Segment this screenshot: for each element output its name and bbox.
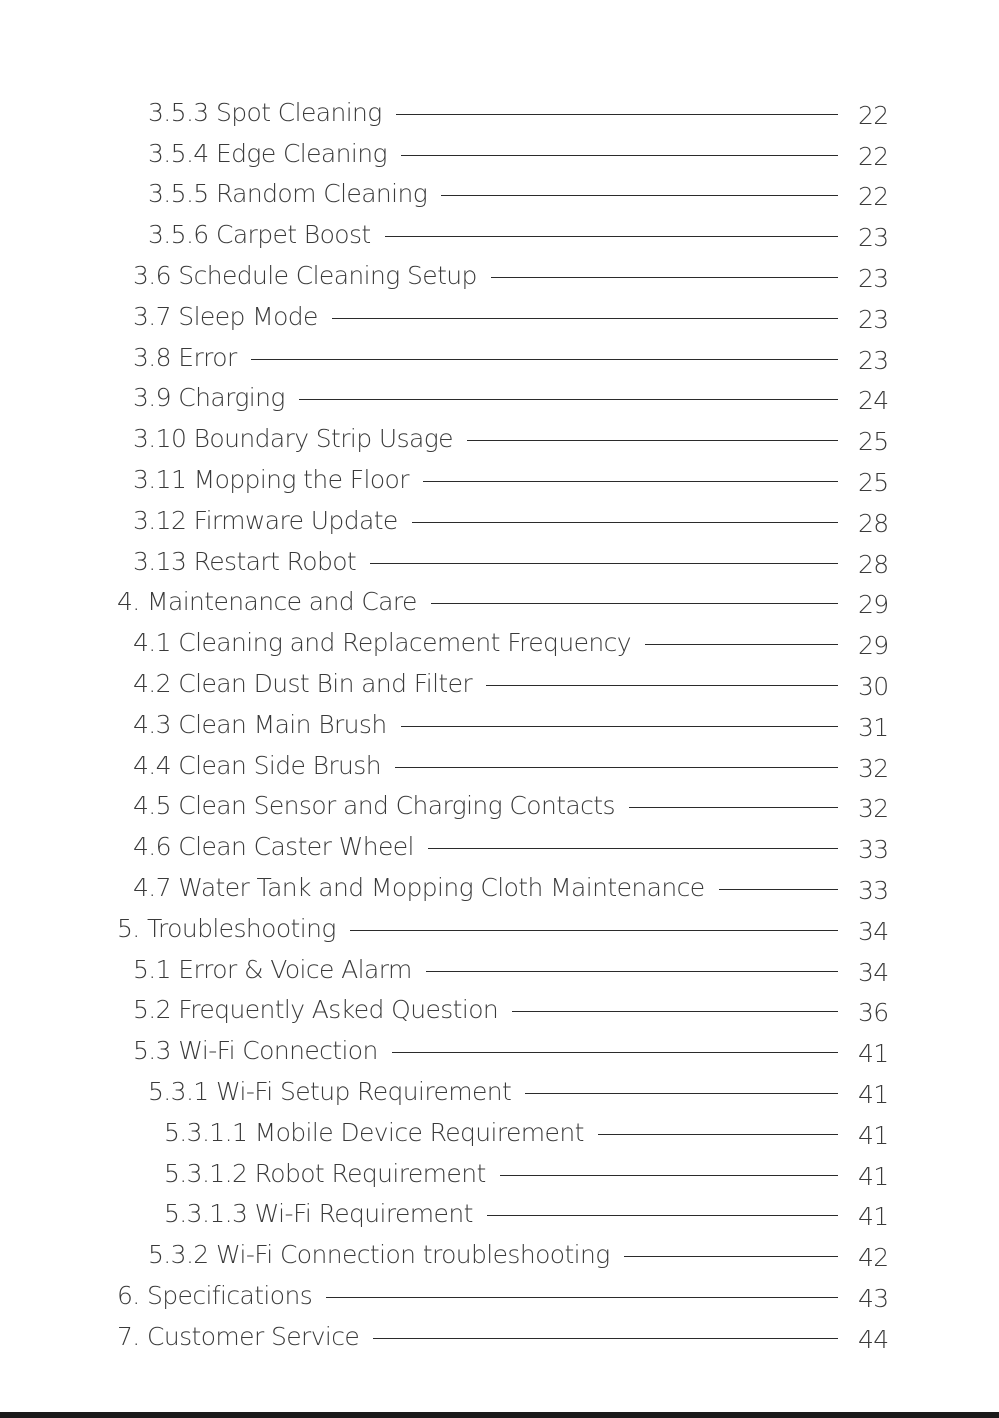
toc-entry-title: 5.2 Frequently Asked Question xyxy=(133,995,499,1025)
toc-entry-title: 3.11 Mopping the Floor xyxy=(133,465,409,495)
toc-leader-line xyxy=(624,1256,838,1257)
toc-entry-page-number: 41 xyxy=(858,1161,889,1191)
toc-entry[interactable] xyxy=(0,541,888,582)
toc-leader-line xyxy=(326,1297,838,1298)
toc-entry-page-number: 22 xyxy=(858,182,889,212)
toc-entry-title: 5.1 Error & Voice Alarm xyxy=(133,954,412,984)
toc-entry-page-number: 41 xyxy=(858,1120,889,1150)
toc-entry-page-number: 32 xyxy=(858,794,889,824)
toc-leader-line xyxy=(500,1175,838,1176)
toc-entry[interactable] xyxy=(0,1112,888,1153)
toc-leader-line xyxy=(491,277,838,278)
toc-leader-line xyxy=(373,1338,838,1339)
toc-entry[interactable] xyxy=(0,826,888,867)
toc-entry-title: 3.5.3 Spot Cleaning xyxy=(148,97,382,127)
toc-entry-page-number: 23 xyxy=(858,345,889,375)
toc-entry-title: 5.3.1 Wi-Fi Setup Requirement xyxy=(148,1077,512,1107)
toc-entry[interactable] xyxy=(0,1316,888,1357)
toc-entry-page-number: 30 xyxy=(858,672,889,702)
toc-entry[interactable] xyxy=(0,1071,888,1112)
toc-entry[interactable] xyxy=(0,378,888,419)
toc-leader-line xyxy=(412,522,838,523)
toc-entry-page-number: 28 xyxy=(858,549,889,579)
toc-entry-page-number: 28 xyxy=(858,508,889,538)
toc-leader-line xyxy=(423,481,838,482)
toc-entry[interactable] xyxy=(0,418,888,459)
toc-entry[interactable] xyxy=(0,1275,888,1316)
toc-entry[interactable] xyxy=(0,663,888,704)
toc-entry-page-number: 41 xyxy=(858,1202,889,1232)
toc-entry[interactable] xyxy=(0,582,888,623)
toc-leader-line xyxy=(441,195,838,196)
toc-entry-title: 4.3 Clean Main Brush xyxy=(133,709,387,739)
toc-entry-page-number: 32 xyxy=(858,753,889,783)
toc-entry[interactable] xyxy=(0,908,888,949)
toc-leader-line xyxy=(431,603,838,604)
toc-entry[interactable] xyxy=(0,459,888,500)
toc-leader-line xyxy=(332,318,838,319)
toc-entry-title: 5.3.1.3 Wi-Fi Requirement xyxy=(164,1199,473,1229)
toc-entry[interactable] xyxy=(0,1194,888,1235)
toc-leader-line xyxy=(401,726,838,727)
toc-entry-page-number: 34 xyxy=(858,957,889,987)
toc-entry[interactable] xyxy=(0,786,888,827)
toc-entry-title: 4. Maintenance and Care xyxy=(117,587,417,617)
toc-entry-title: 5. Troubleshooting xyxy=(117,913,336,943)
toc-entry-title: 4.2 Clean Dust Bin and Filter xyxy=(133,669,473,699)
toc-entry-title: 3.6 Schedule Cleaning Setup xyxy=(133,261,477,291)
toc-entry[interactable] xyxy=(0,337,888,378)
toc-entry-page-number: 33 xyxy=(858,876,889,906)
toc-entry[interactable] xyxy=(0,990,888,1031)
toc-entry-title: 4.5 Clean Sensor and Charging Contacts xyxy=(133,791,615,821)
toc-entry-title: 5.3 Wi-Fi Connection xyxy=(133,1036,378,1066)
toc-entry-page-number: 36 xyxy=(858,998,889,1028)
toc-entry-title: 5.3.2 Wi-Fi Connection troubleshooting xyxy=(148,1240,610,1270)
toc-entry[interactable] xyxy=(0,1234,888,1275)
toc-entry-title: 3.13 Restart Robot xyxy=(133,546,357,576)
toc-entry-page-number: 23 xyxy=(858,264,889,294)
toc-leader-line xyxy=(401,155,838,156)
toc-entry-title: 4.7 Water Tank and Mopping Cloth Maintenance xyxy=(133,873,705,903)
toc-entry[interactable] xyxy=(0,92,888,133)
toc-entry-title: 4.1 Cleaning and Replacement Frequency xyxy=(133,628,631,658)
toc-entry-title: 6. Specifications xyxy=(117,1281,313,1310)
toc-entry-title: 4.6 Clean Caster Wheel xyxy=(133,832,414,862)
toc-entry-page-number: 22 xyxy=(858,100,889,130)
toc-entry-title: 3.5.5 Random Cleaning xyxy=(148,179,428,209)
toc-entry[interactable] xyxy=(0,745,888,786)
toc-entry-title: 5.3.1.2 Robot Requirement xyxy=(164,1158,486,1188)
toc-entry-page-number: 22 xyxy=(858,141,889,171)
toc-leader-line xyxy=(487,1215,838,1216)
toc-entry-page-number: 41 xyxy=(858,1039,889,1069)
toc-entry-title: 3.10 Boundary Strip Usage xyxy=(133,424,453,454)
toc-entry[interactable] xyxy=(0,622,888,663)
toc-entry[interactable] xyxy=(0,174,888,215)
toc-entry[interactable] xyxy=(0,214,888,255)
toc-entry[interactable] xyxy=(0,500,888,541)
toc-entry-title: 3.8 Error xyxy=(133,342,237,372)
toc-entry-page-number: 25 xyxy=(858,427,889,457)
toc-entry-page-number: 31 xyxy=(858,712,889,742)
toc-leader-line xyxy=(396,114,838,115)
toc-entry-page-number: 42 xyxy=(858,1243,889,1273)
toc-leader-line xyxy=(467,440,838,441)
page-bottom-rule xyxy=(0,1412,999,1418)
toc-entry-title: 4.4 Clean Side Brush xyxy=(133,750,381,780)
toc-entry[interactable] xyxy=(0,296,888,337)
toc-entry-title: 5.3.1.1 Mobile Device Requirement xyxy=(164,1117,584,1147)
toc-entry-title: 3.5.6 Carpet Boost xyxy=(148,220,371,250)
toc-entry-title: 3.12 Firmware Update xyxy=(133,505,398,535)
toc-leader-line xyxy=(370,563,838,564)
toc-leader-line xyxy=(629,807,838,808)
toc-entry-page-number: 23 xyxy=(858,304,889,334)
toc-leader-line xyxy=(598,1134,838,1135)
toc-entry-page-number: 43 xyxy=(858,1284,889,1313)
toc-leader-line xyxy=(428,848,838,849)
toc-entry[interactable] xyxy=(0,1030,888,1071)
toc-leader-line xyxy=(251,359,838,360)
toc-entry-title: 3.5.4 Edge Cleaning xyxy=(148,138,387,168)
toc-leader-line xyxy=(525,1093,838,1094)
toc-leader-line xyxy=(719,889,839,890)
toc-entry-page-number: 24 xyxy=(858,386,889,416)
toc-entry[interactable] xyxy=(0,867,888,908)
toc-entry-page-number: 25 xyxy=(858,468,889,498)
toc-leader-line xyxy=(426,971,838,972)
toc-entry-title: 3.9 Charging xyxy=(133,383,285,413)
toc-leader-line xyxy=(512,1011,838,1012)
toc-entry-page-number: 34 xyxy=(858,916,889,946)
toc-entry[interactable] xyxy=(0,133,888,174)
toc-leader-line xyxy=(299,399,838,400)
toc-entry-page-number: 29 xyxy=(858,631,889,661)
toc-entry[interactable] xyxy=(0,1153,888,1194)
toc-entry-page-number: 29 xyxy=(858,590,889,620)
toc-leader-line xyxy=(350,930,838,931)
toc-leader-line xyxy=(395,767,838,768)
table-of-contents xyxy=(0,92,999,1357)
toc-leader-line xyxy=(392,1052,838,1053)
toc-entry[interactable] xyxy=(0,949,888,990)
toc-entry[interactable] xyxy=(0,704,888,745)
toc-leader-line xyxy=(645,644,838,645)
toc-entry-page-number: 33 xyxy=(858,835,889,865)
toc-leader-line xyxy=(486,685,838,686)
toc-entry[interactable] xyxy=(0,255,888,296)
toc-entry-page-number: 41 xyxy=(858,1080,889,1110)
toc-leader-line xyxy=(385,236,838,237)
toc-entry-page-number: 23 xyxy=(858,223,889,253)
toc-entry-title: 7. Customer Service xyxy=(117,1321,360,1351)
toc-entry-page-number: 44 xyxy=(858,1324,889,1354)
toc-entry-title: 3.7 Sleep Mode xyxy=(133,301,318,331)
